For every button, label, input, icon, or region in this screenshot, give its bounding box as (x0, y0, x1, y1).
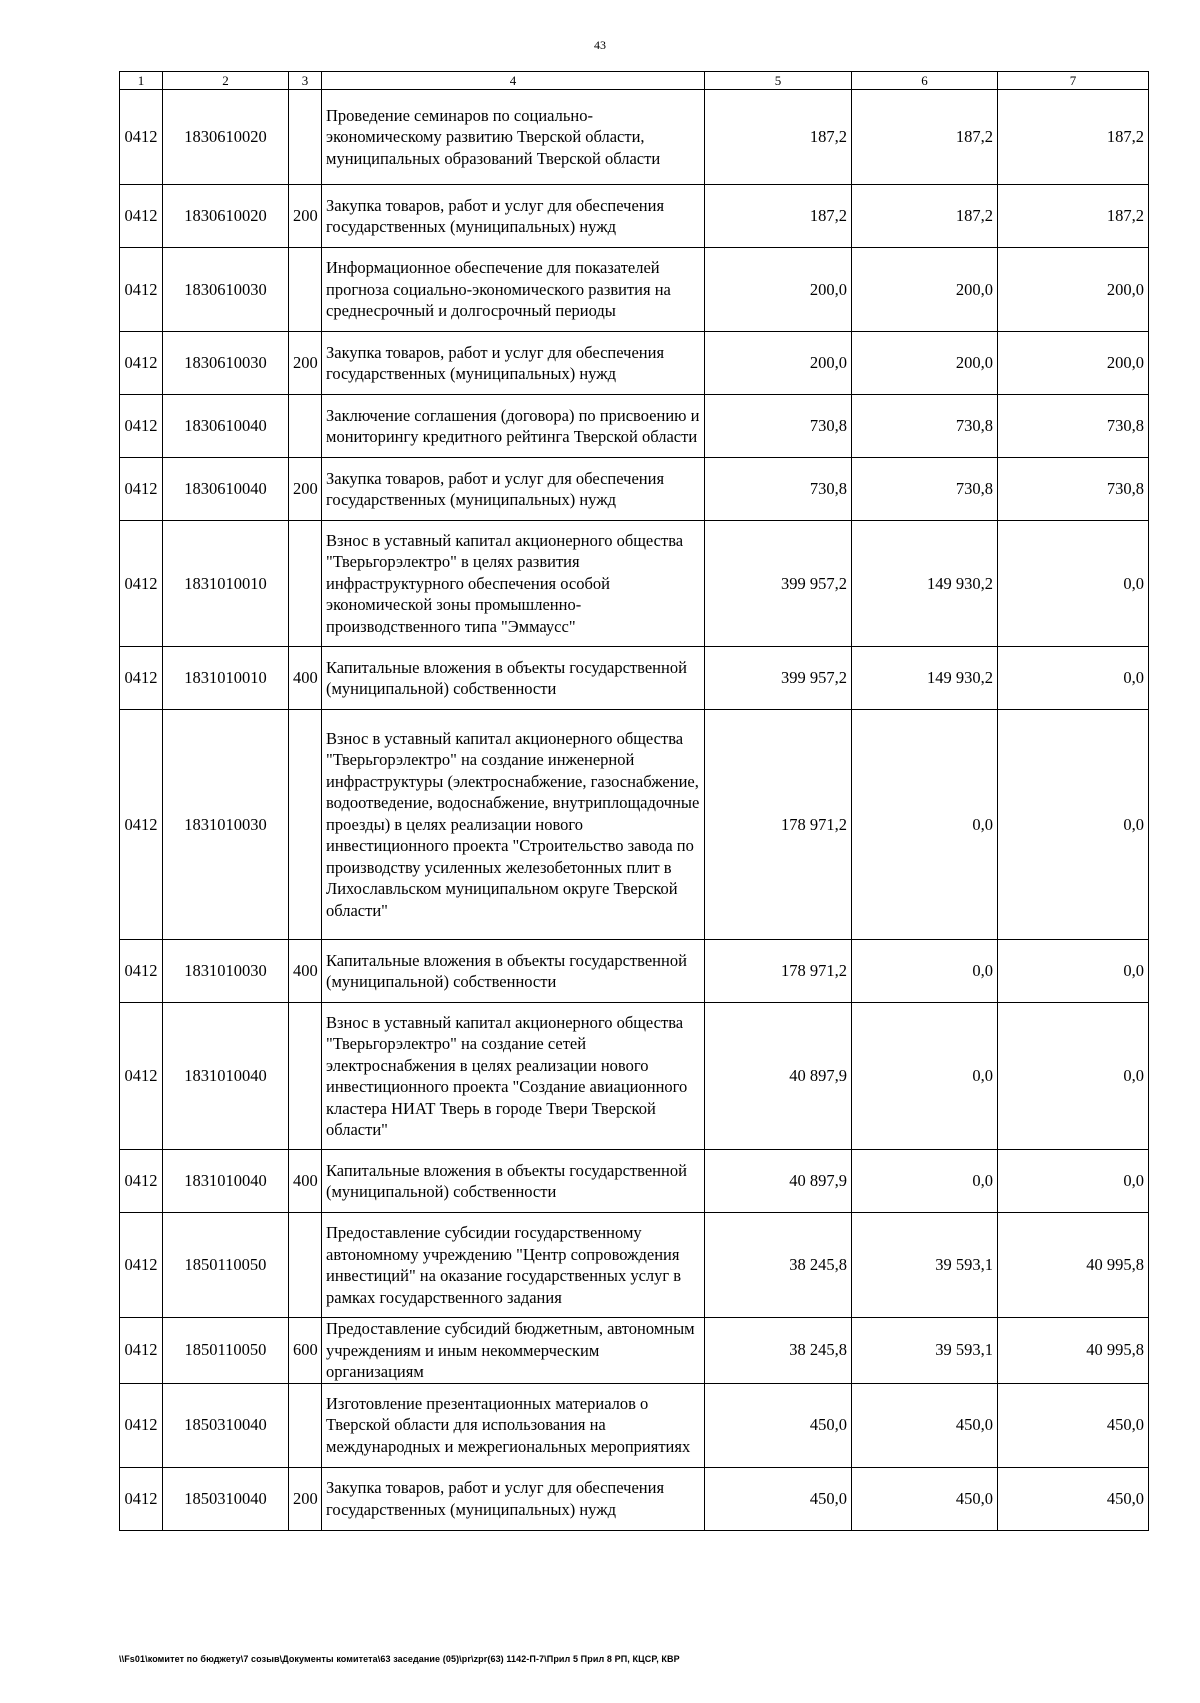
target-article-code-cell: 1830610030 (163, 248, 289, 332)
amount-col7-cell: 0,0 (998, 521, 1149, 647)
amount-col7-cell: 40 995,8 (998, 1213, 1149, 1318)
expense-type-code-cell (289, 1213, 322, 1318)
target-article-code-cell: 1850310040 (163, 1467, 289, 1530)
amount-col5-cell: 40 897,9 (705, 1150, 852, 1213)
target-article-code-cell: 1830610040 (163, 458, 289, 521)
item-name-cell: Взнос в уставный капитал акционерного общества "Тверьгорэлектро" на создание сетей электроснабжения в целях реализации нового инвестиционного проекта "Создание авиационного кластера НИАТ Тверь в городе Твери Тверской области" (322, 1003, 705, 1150)
section-code-cell: 0412 (120, 1318, 163, 1384)
expense-type-code-cell (289, 90, 322, 185)
amount-col5-cell: 178 971,2 (705, 940, 852, 1003)
footer-file-path: \\Fs01\комитет по бюджету\7 созыв\Документы комитета\63 заседание (05)\pr\zpr(63) 1142-П-7\Прил 5 Прил 8 РП, КЦСР, КВР (119, 1654, 680, 1664)
amount-col5-cell: 178 971,2 (705, 710, 852, 940)
amount-col7-cell: 730,8 (998, 458, 1149, 521)
column-number-row (120, 72, 1149, 90)
column-header: 7 (998, 72, 1149, 90)
target-article-code-cell: 1850110050 (163, 1213, 289, 1318)
target-article-code-cell: 1830610020 (163, 185, 289, 248)
expense-type-code-cell (289, 1003, 322, 1150)
amount-col7-cell: 200,0 (998, 248, 1149, 332)
amount-col7-cell: 450,0 (998, 1467, 1149, 1530)
section-code-cell: 0412 (120, 647, 163, 710)
amount-col6-cell: 730,8 (852, 395, 998, 458)
item-name-cell: Взнос в уставный капитал акционерного общества "Тверьгорэлектро" на создание инженерной инфраструктуры (электроснабжение, газоснабжение, водоотведение, водоснабжение, внутриплощадочные проезды) в целях реализации нового инвестиционного проекта "Строительство завода по производству усиленных железобетонных плит в Лихославльском муниципальном округе Тверской области" (322, 710, 705, 940)
amount-col6-cell: 39 593,1 (852, 1318, 998, 1384)
amount-col6-cell: 39 593,1 (852, 1213, 998, 1318)
section-code-cell: 0412 (120, 458, 163, 521)
item-name-cell: Взнос в уставный капитал акционерного общества "Тверьгорэлектро" в целях развития инфраструктурного обеспечения особой экономической зоны промышленно-производственного типа "Эммаусс" (322, 521, 705, 647)
section-code-cell: 0412 (120, 395, 163, 458)
item-name-cell: Закупка товаров, работ и услуг для обеспечения государственных (муниципальных) нужд (322, 1467, 705, 1530)
amount-col5-cell: 450,0 (705, 1383, 852, 1467)
amount-col7-cell: 187,2 (998, 90, 1149, 185)
table-row (120, 1383, 1149, 1467)
amount-col7-cell: 730,8 (998, 395, 1149, 458)
column-header: 1 (120, 72, 163, 90)
amount-col5-cell: 200,0 (705, 248, 852, 332)
amount-col7-cell: 0,0 (998, 1003, 1149, 1150)
amount-col5-cell: 730,8 (705, 458, 852, 521)
amount-col7-cell: 187,2 (998, 185, 1149, 248)
item-name-cell: Закупка товаров, работ и услуг для обеспечения государственных (муниципальных) нужд (322, 332, 705, 395)
budget-table (119, 71, 1149, 1531)
expense-type-code-cell: 400 (289, 1150, 322, 1213)
expense-type-code-cell (289, 710, 322, 940)
table-body (120, 90, 1149, 1531)
item-name-cell: Заключение соглашения (договора) по присвоению и мониторингу кредитного рейтинга Тверской области (322, 395, 705, 458)
table-row (120, 1318, 1149, 1384)
amount-col6-cell: 0,0 (852, 1003, 998, 1150)
target-article-code-cell: 1830610040 (163, 395, 289, 458)
amount-col6-cell: 187,2 (852, 90, 998, 185)
table-row (120, 332, 1149, 395)
amount-col5-cell: 450,0 (705, 1467, 852, 1530)
amount-col6-cell: 730,8 (852, 458, 998, 521)
expense-type-code-cell (289, 248, 322, 332)
amount-col5-cell: 200,0 (705, 332, 852, 395)
amount-col7-cell: 40 995,8 (998, 1318, 1149, 1384)
page-number: 43 (594, 38, 606, 52)
expense-type-code-cell (289, 395, 322, 458)
target-article-code-cell: 1850110050 (163, 1318, 289, 1384)
item-name-cell: Предоставление субсидии государственному автономному учреждению "Центр сопровождения инвестиций" на оказание государственных услуг в рамках государственного задания (322, 1213, 705, 1318)
column-header: 6 (852, 72, 998, 90)
amount-col6-cell: 200,0 (852, 332, 998, 395)
item-name-cell: Проведение семинаров по социально-экономическому развитию Тверской области, муниципальных образований Тверской области (322, 90, 705, 185)
item-name-cell: Капитальные вложения в объекты государственной (муниципальной) собственности (322, 1150, 705, 1213)
target-article-code-cell: 1850310040 (163, 1383, 289, 1467)
amount-col6-cell: 0,0 (852, 710, 998, 940)
table-row (120, 185, 1149, 248)
amount-col5-cell: 399 957,2 (705, 521, 852, 647)
expense-type-code-cell: 400 (289, 940, 322, 1003)
expense-type-code-cell: 200 (289, 1467, 322, 1530)
item-name-cell: Закупка товаров, работ и услуг для обеспечения государственных (муниципальных) нужд (322, 458, 705, 521)
expense-type-code-cell: 400 (289, 647, 322, 710)
item-name-cell: Капитальные вложения в объекты государственной (муниципальной) собственности (322, 940, 705, 1003)
amount-col5-cell: 399 957,2 (705, 647, 852, 710)
expense-type-code-cell: 200 (289, 458, 322, 521)
table-row (120, 710, 1149, 940)
section-code-cell: 0412 (120, 1150, 163, 1213)
item-name-cell: Предоставление субсидий бюджетным, автономным учреждениям и иным некоммерческим организациям (322, 1318, 705, 1384)
expense-type-code-cell (289, 1383, 322, 1467)
target-article-code-cell: 1831010040 (163, 1003, 289, 1150)
amount-col5-cell: 187,2 (705, 90, 852, 185)
amount-col7-cell: 0,0 (998, 647, 1149, 710)
target-article-code-cell: 1830610020 (163, 90, 289, 185)
amount-col6-cell: 149 930,2 (852, 521, 998, 647)
amount-col5-cell: 38 245,8 (705, 1213, 852, 1318)
amount-col6-cell: 149 930,2 (852, 647, 998, 710)
table-row (120, 647, 1149, 710)
amount-col6-cell: 450,0 (852, 1383, 998, 1467)
column-header: 5 (705, 72, 852, 90)
item-name-cell: Закупка товаров, работ и услуг для обеспечения государственных (муниципальных) нужд (322, 185, 705, 248)
table-row (120, 1150, 1149, 1213)
column-header: 4 (322, 72, 705, 90)
amount-col7-cell: 0,0 (998, 940, 1149, 1003)
section-code-cell: 0412 (120, 521, 163, 647)
target-article-code-cell: 1831010030 (163, 940, 289, 1003)
table-row (120, 90, 1149, 185)
section-code-cell: 0412 (120, 1213, 163, 1318)
section-code-cell: 0412 (120, 1383, 163, 1467)
table-row (120, 395, 1149, 458)
table-row (120, 940, 1149, 1003)
amount-col6-cell: 200,0 (852, 248, 998, 332)
amount-col5-cell: 730,8 (705, 395, 852, 458)
section-code-cell: 0412 (120, 332, 163, 395)
section-code-cell: 0412 (120, 1467, 163, 1530)
section-code-cell: 0412 (120, 248, 163, 332)
section-code-cell: 0412 (120, 1003, 163, 1150)
amount-col6-cell: 0,0 (852, 940, 998, 1003)
amount-col5-cell: 187,2 (705, 185, 852, 248)
expense-type-code-cell: 600 (289, 1318, 322, 1384)
table-row (120, 521, 1149, 647)
item-name-cell: Изготовление презентационных материалов о Тверской области для использования на международных и межрегиональных мероприятиях (322, 1383, 705, 1467)
target-article-code-cell: 1831010040 (163, 1150, 289, 1213)
section-code-cell: 0412 (120, 940, 163, 1003)
target-article-code-cell: 1831010010 (163, 647, 289, 710)
amount-col6-cell: 450,0 (852, 1467, 998, 1530)
amount-col5-cell: 38 245,8 (705, 1318, 852, 1384)
expense-type-code-cell (289, 521, 322, 647)
target-article-code-cell: 1831010030 (163, 710, 289, 940)
column-header: 3 (289, 72, 322, 90)
item-name-cell: Капитальные вложения в объекты государственной (муниципальной) собственности (322, 647, 705, 710)
amount-col7-cell: 0,0 (998, 1150, 1149, 1213)
expense-type-code-cell: 200 (289, 332, 322, 395)
table-row (120, 248, 1149, 332)
amount-col6-cell: 0,0 (852, 1150, 998, 1213)
amount-col7-cell: 0,0 (998, 710, 1149, 940)
table-row (120, 1467, 1149, 1530)
section-code-cell: 0412 (120, 185, 163, 248)
table-row (120, 1003, 1149, 1150)
table-row (120, 458, 1149, 521)
amount-col6-cell: 187,2 (852, 185, 998, 248)
table-row (120, 1213, 1149, 1318)
column-header: 2 (163, 72, 289, 90)
amount-col5-cell: 40 897,9 (705, 1003, 852, 1150)
amount-col7-cell: 450,0 (998, 1383, 1149, 1467)
amount-col7-cell: 200,0 (998, 332, 1149, 395)
expense-type-code-cell: 200 (289, 185, 322, 248)
section-code-cell: 0412 (120, 710, 163, 940)
section-code-cell: 0412 (120, 90, 163, 185)
target-article-code-cell: 1830610030 (163, 332, 289, 395)
target-article-code-cell: 1831010010 (163, 521, 289, 647)
item-name-cell: Информационное обеспечение для показателей прогноза социально-экономического развития на среднесрочный и долгосрочный периоды (322, 248, 705, 332)
